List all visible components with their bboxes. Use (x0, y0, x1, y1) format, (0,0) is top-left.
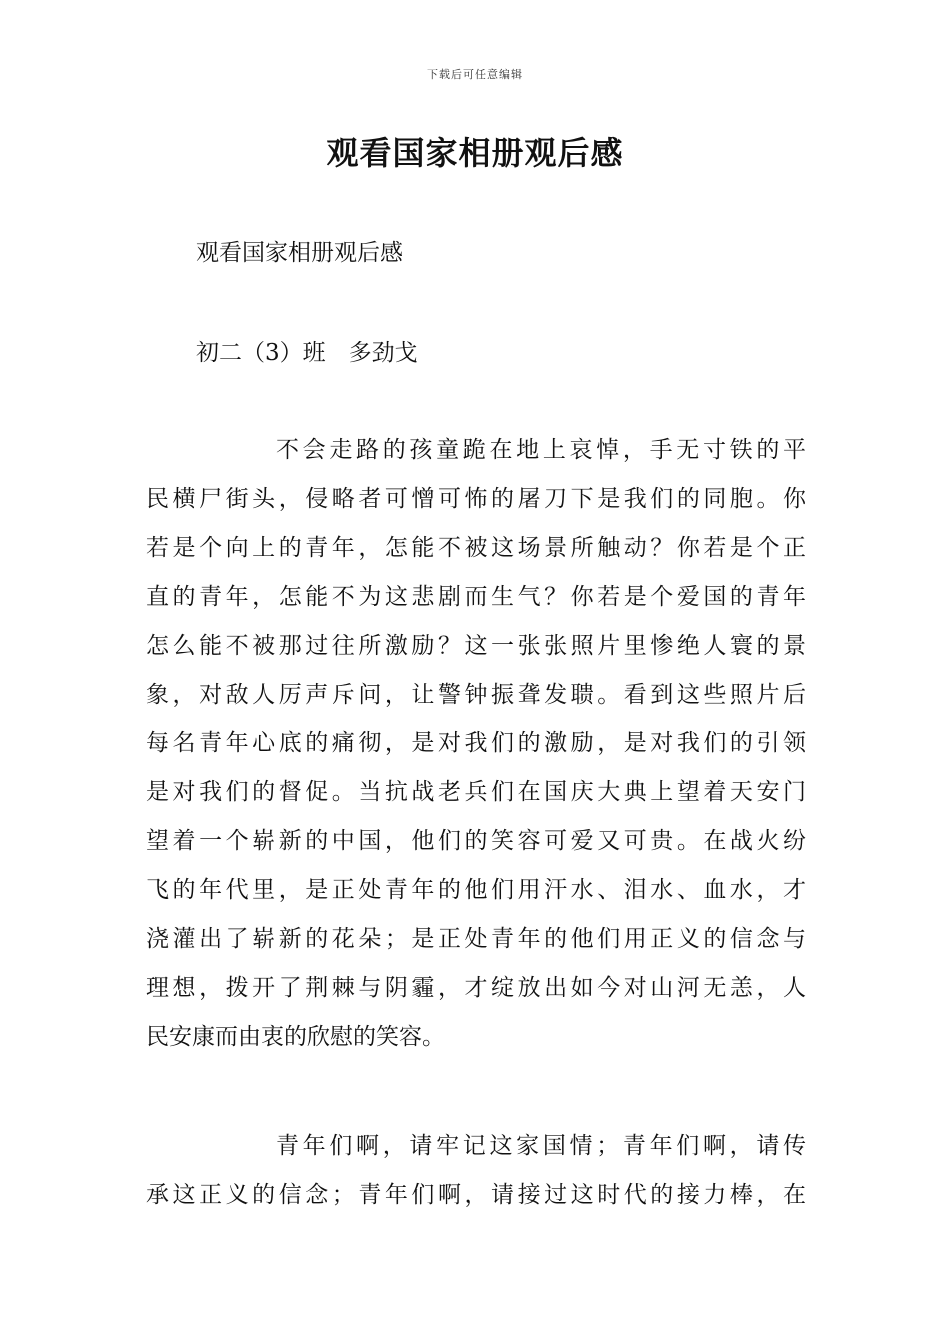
document-title: 观看国家相册观后感 (326, 134, 624, 172)
text-line: 是对我们的督促。当抗战老兵们在国庆大典上望着天安门 (146, 779, 806, 806)
text-line: 民安康而由衷的欣慰的笑容。 (146, 1023, 445, 1050)
header-note: 下载后可任意编辑 (427, 68, 523, 81)
text-line: 承这正义的信念；青年们啊，请接过这时代的接力棒，在 (146, 1181, 806, 1208)
paragraph-2 (146, 1122, 806, 1220)
subtitle: 观看国家相册观后感 (196, 240, 403, 266)
text-line: 青年们啊，请牢记这家国情；青年们啊，请传 (276, 1133, 806, 1159)
text-line: 浇灌出了崭新的花朵；是正处青年的他们用正义的信念与 (146, 926, 806, 953)
paragraph-1 (146, 426, 806, 1062)
author-line: 初二（3）班 多劲戈 (196, 340, 418, 366)
text-line: 望着一个崭新的中国，他们的笑容可爱又可贵。在战火纷 (146, 828, 806, 855)
text-line: 象，对敌人厉声斥问，让警钟振聋发聩。看到这些照片后 (146, 681, 806, 708)
text-line: 飞的年代里，是正处青年的他们用汗水、泪水、血水，才 (146, 877, 806, 904)
text-line: 若是个向上的青年，怎能不被这场景所触动？你若是个正 (146, 534, 806, 561)
text-line: 不会走路的孩童跪在地上哀悼，手无寸铁的平 (276, 437, 806, 463)
text-line: 直的青年，怎能不为这悲剧而生气？你若是个爱国的青年 (146, 583, 806, 610)
text-line: 怎么能不被那过往所激励？这一张张照片里惨绝人寰的景 (146, 632, 806, 659)
text-line: 每名青年心底的痛彻，是对我们的激励，是对我们的引领 (146, 730, 806, 757)
text-line: 民横尸街头，侵略者可憎可怖的屠刀下是我们的同胞。你 (146, 485, 806, 512)
text-line: 理想，拨开了荆棘与阴霾，才绽放出如今对山河无恙，人 (146, 974, 806, 1001)
